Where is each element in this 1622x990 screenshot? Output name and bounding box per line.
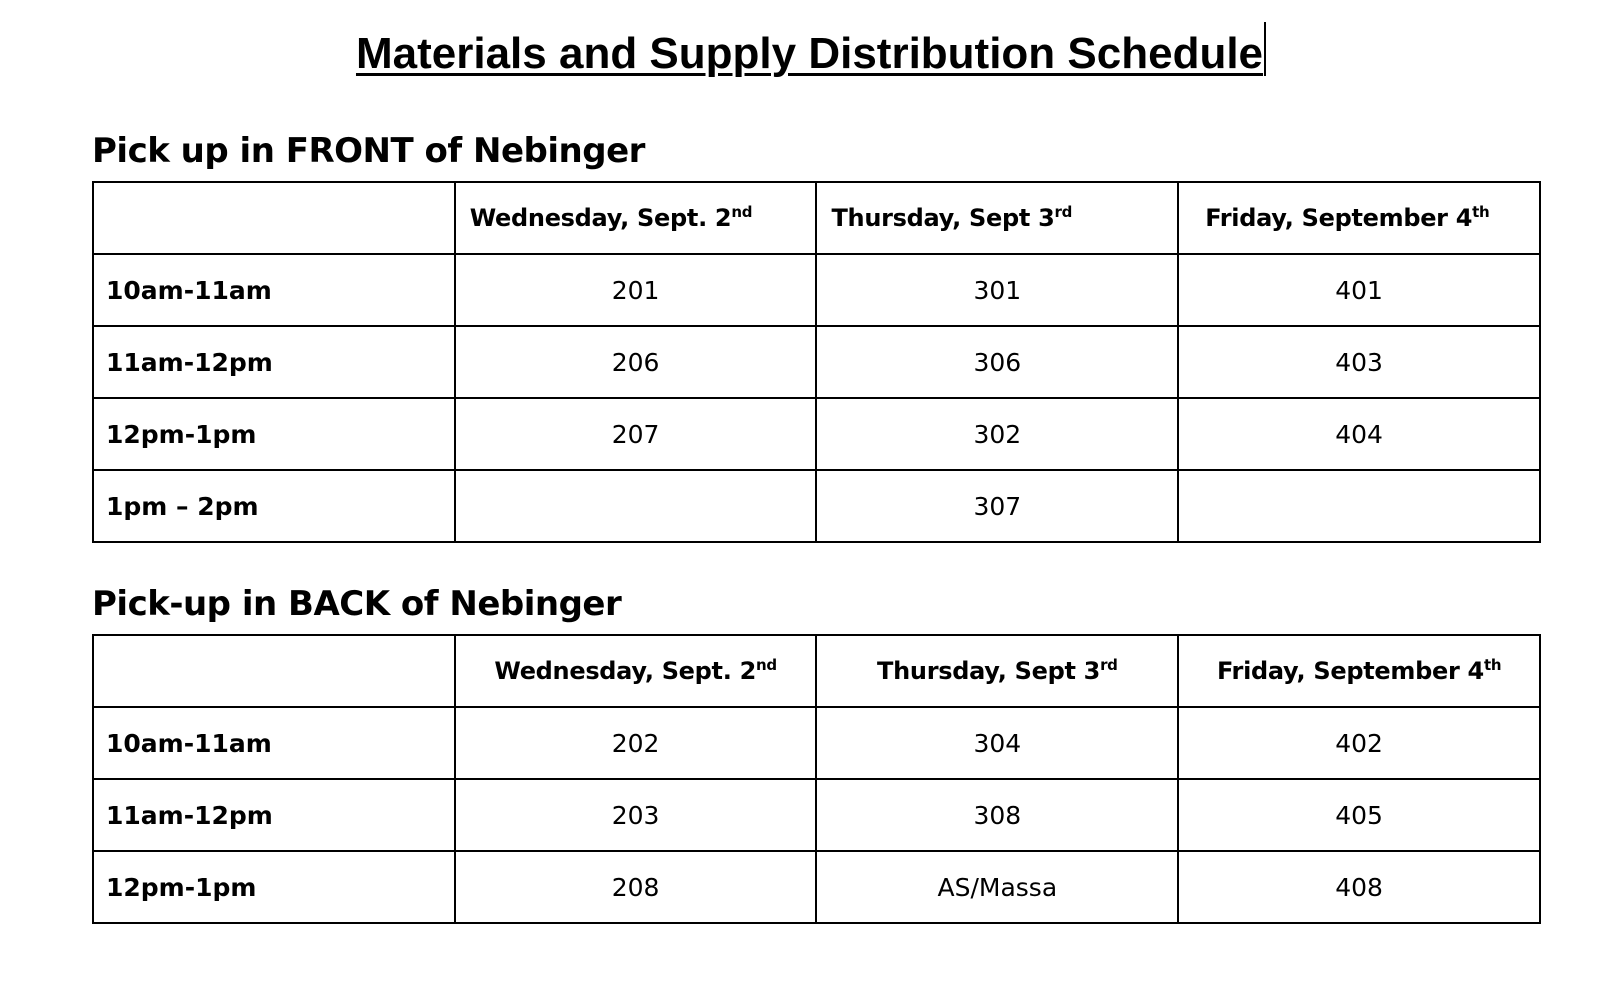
room-cell[interactable]: 308	[816, 779, 1178, 851]
room-cell[interactable]: 307	[816, 470, 1178, 542]
empty-header-cell[interactable]	[93, 182, 455, 254]
back-section-heading[interactable]: Pick-up in BACK of Nebinger	[92, 584, 622, 624]
room-cell[interactable]: 404	[1178, 398, 1540, 470]
room-cell[interactable]: 302	[816, 398, 1178, 470]
text-cursor	[1264, 22, 1266, 76]
room-cell[interactable]: 405	[1178, 779, 1540, 851]
header-friday[interactable]	[1178, 182, 1540, 254]
empty-header-cell[interactable]	[93, 635, 455, 707]
header-day-label: Thursday, Sept 3	[831, 204, 1055, 232]
table-row	[93, 707, 1540, 779]
room-cell[interactable]: 402	[1178, 707, 1540, 779]
header-day-suffix: th	[1483, 656, 1502, 674]
time-slot-cell[interactable]: 12pm-1pm	[93, 398, 455, 470]
room-cell[interactable]	[455, 470, 817, 542]
time-slot-cell[interactable]: 11am-12pm	[93, 326, 455, 398]
header-day-label: Wednesday, Sept. 2	[494, 657, 756, 685]
header-day-suffix: th	[1472, 203, 1490, 221]
table-row	[93, 779, 1540, 851]
room-cell[interactable]: 201	[455, 254, 817, 326]
header-day-label: Wednesday, Sept. 2	[469, 204, 732, 232]
header-day-suffix: rd	[1054, 203, 1073, 221]
table-row	[93, 326, 1540, 398]
header-day-suffix: nd	[731, 203, 753, 221]
room-cell[interactable]	[1178, 470, 1540, 542]
table-row	[93, 851, 1540, 923]
header-wednesday[interactable]	[455, 182, 817, 254]
table-header-row	[93, 635, 1540, 707]
room-cell[interactable]: 304	[816, 707, 1178, 779]
time-slot-cell[interactable]: 12pm-1pm	[93, 851, 455, 923]
header-day-label: Thursday, Sept 3	[877, 657, 1101, 685]
room-cell[interactable]: 301	[816, 254, 1178, 326]
document-title[interactable]	[0, 22, 1622, 83]
time-slot-cell[interactable]: 10am-11am	[93, 707, 455, 779]
room-cell[interactable]: 206	[455, 326, 817, 398]
room-cell[interactable]: 408	[1178, 851, 1540, 923]
table-row	[93, 398, 1540, 470]
room-cell[interactable]: 202	[455, 707, 817, 779]
header-thursday[interactable]	[816, 182, 1178, 254]
back-schedule-table[interactable]	[92, 634, 1541, 924]
header-wednesday[interactable]	[455, 635, 817, 707]
header-thursday[interactable]	[816, 635, 1178, 707]
header-day-label: Friday, September 4	[1216, 657, 1484, 685]
room-cell[interactable]: AS/Massa	[816, 851, 1178, 923]
header-day-label: Friday, September 4	[1205, 204, 1473, 232]
header-friday[interactable]	[1178, 635, 1540, 707]
time-slot-cell[interactable]: 10am-11am	[93, 254, 455, 326]
table-header-row	[93, 182, 1540, 254]
header-day-suffix: nd	[755, 656, 777, 674]
table-row	[93, 470, 1540, 542]
header-day-suffix: rd	[1100, 656, 1118, 674]
time-slot-cell[interactable]: 1pm – 2pm	[93, 470, 455, 542]
document-title-text[interactable]: Materials and Supply Distribution Schedule	[355, 29, 1264, 78]
room-cell[interactable]: 403	[1178, 326, 1540, 398]
room-cell[interactable]: 203	[455, 779, 817, 851]
room-cell[interactable]: 401	[1178, 254, 1540, 326]
room-cell[interactable]: 207	[455, 398, 817, 470]
front-schedule-table[interactable]	[92, 181, 1541, 543]
room-cell[interactable]: 306	[816, 326, 1178, 398]
table-row	[93, 254, 1540, 326]
room-cell[interactable]: 208	[455, 851, 817, 923]
front-section-heading[interactable]: Pick up in FRONT of Nebinger	[92, 131, 645, 171]
time-slot-cell[interactable]: 11am-12pm	[93, 779, 455, 851]
